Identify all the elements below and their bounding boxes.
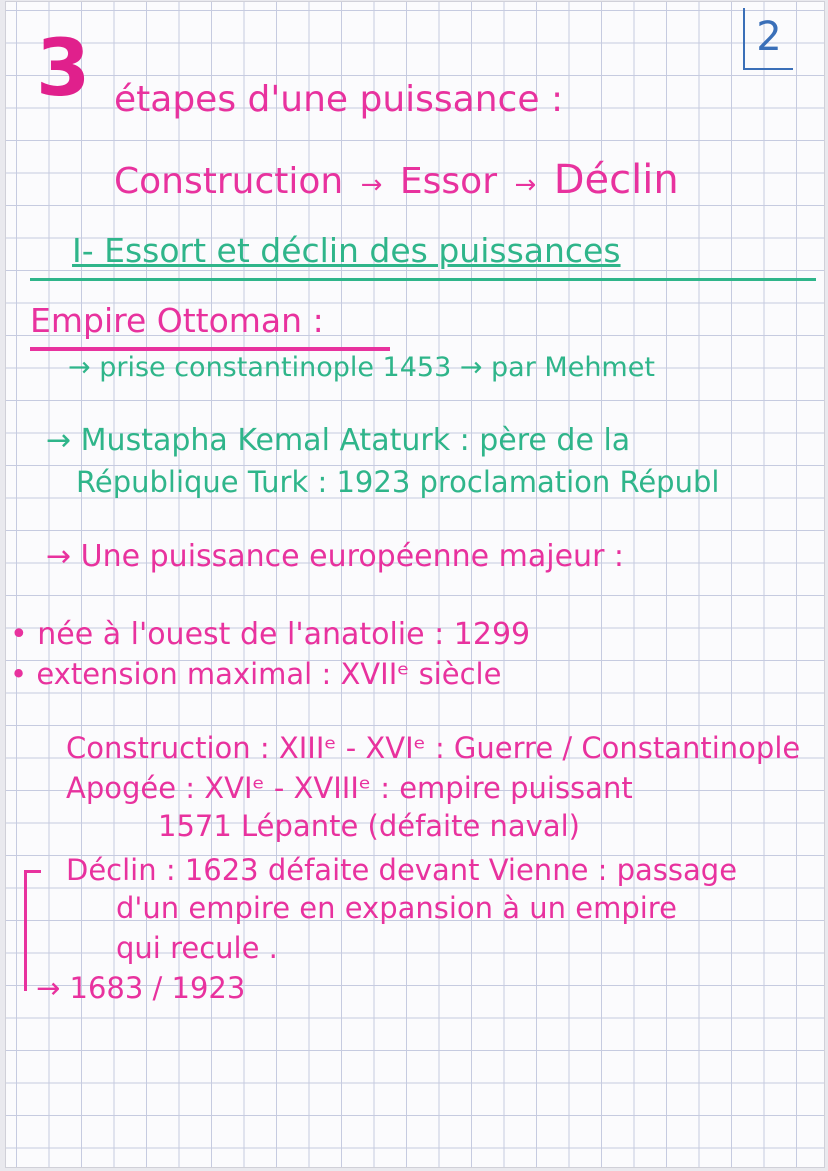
page-title: étapes d'une puissance : bbox=[114, 79, 564, 120]
line-major-power: → Une puissance européenne majeur : bbox=[46, 539, 625, 574]
section-divider bbox=[30, 278, 816, 281]
line-lepante: 1571 Lépante (défaite naval) bbox=[158, 809, 580, 843]
arrow-icon: → bbox=[360, 170, 383, 200]
page-number: 2 bbox=[743, 8, 793, 70]
title-number: 3 bbox=[36, 24, 91, 114]
line-construction: Construction : XIIIᵉ - XVIᵉ : Guerre / Constantinople bbox=[66, 731, 801, 765]
line-prise: → prise constantinople 1453 → par Mehmet bbox=[68, 352, 655, 383]
notebook-page bbox=[6, 2, 824, 1167]
line-declin-3: qui recule . bbox=[116, 931, 278, 965]
stage-essor: Essor bbox=[399, 161, 498, 202]
empire-title-underline bbox=[30, 347, 390, 351]
line-ataturk-2: République Turk : 1923 proclamation Républ bbox=[76, 465, 720, 499]
stages-flow bbox=[114, 157, 679, 203]
empire-title: Empire Ottoman : bbox=[30, 301, 324, 340]
section-title: I- Essort et déclin des puissances bbox=[72, 231, 621, 270]
line-ataturk-1: → Mustapha Kemal Ataturk : père de la bbox=[46, 423, 631, 458]
line-dates: → 1683 / 1923 bbox=[36, 971, 246, 1005]
line-extension: • extension maximal : XVIIᵉ siècle bbox=[10, 657, 502, 691]
stage-construction: Construction bbox=[114, 161, 344, 202]
line-declin-2: d'un empire en expansion à un empire bbox=[116, 891, 677, 925]
arrow-icon: → bbox=[514, 170, 537, 200]
line-declin-1: Déclin : 1623 défaite devant Vienne : passage bbox=[66, 853, 738, 887]
stage-declin: Déclin bbox=[553, 157, 679, 203]
line-nee: • née à l'ouest de l'anatolie : 1299 bbox=[10, 617, 531, 652]
line-apogee: Apogée : XVIᵉ - XVIIIᵉ : empire puissant bbox=[66, 771, 633, 805]
